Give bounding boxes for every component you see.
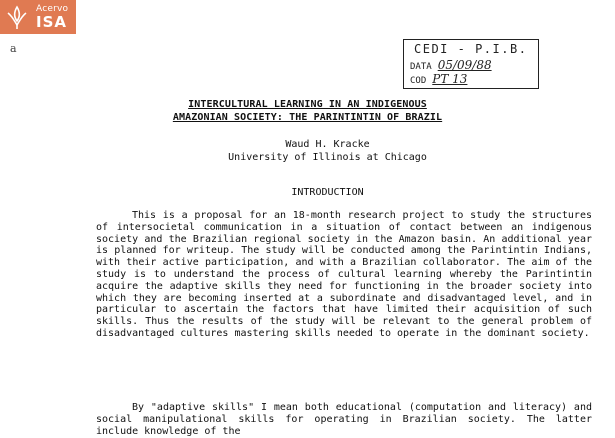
title-line-2: AMAZONIAN SOCIETY: THE PARINTINTIN OF BRAZIL [172,112,443,123]
corner-mark: a [10,42,17,55]
stamp-cod-value: PT 13 [432,72,468,86]
paragraph-1-text: This is a proposal for an 18-month research project to study the structures of intersocietal communication in a situation of contact between an indigenous society and the Brazilian regional society in the Amazon basin. An additional year is planned for writeup. The study will be conducted among the Parintintin Indians, with their active participation, and with a Brazilian collaborator. The aim of the study is to understand the process of cultural learning whereby the Parintintin acquire the adaptive skills they need for functioning in the broader society into which they are becoming inserted at a subordinate and disadvantaged level, and in particular to ascertain the factors that have limited their acquisition of such skills. Thus the results of the study will be relevant to the general problem of disadvantaged cultures mastering skills needed to operate in the dominant society. [96,210,592,339]
bird-icon [4,3,30,31]
paragraph-1 [96,210,592,340]
logo-text-top: Acervo [36,4,69,14]
logo-text-bottom: ISA [36,13,67,31]
stamp-date-label: DATA [410,62,432,72]
paragraph-2 [96,402,592,438]
stamp-title: CEDI - P.I.B. [414,42,528,56]
author-affiliation: University of Illinois at Chicago [228,152,427,163]
stamp-date-value: 05/09/88 [437,58,492,72]
stamp-cod-label: COD [410,76,427,86]
stamp-date-row [410,58,492,72]
section-heading: INTRODUCTION [291,187,364,198]
author-name: Waud H. Kracke [285,139,370,150]
paragraph-2-text: By "adaptive skills" I mean both educational (computation and literacy) and social manipulational skills for operating in Brazilian society. The latter include knowledge of the [96,402,592,437]
stamp-cod-row [410,72,467,86]
archive-stamp [403,39,539,89]
title-line-1: INTERCULTURAL LEARNING IN AN INDIGENOUS [188,99,427,110]
acervo-isa-logo [0,0,76,34]
